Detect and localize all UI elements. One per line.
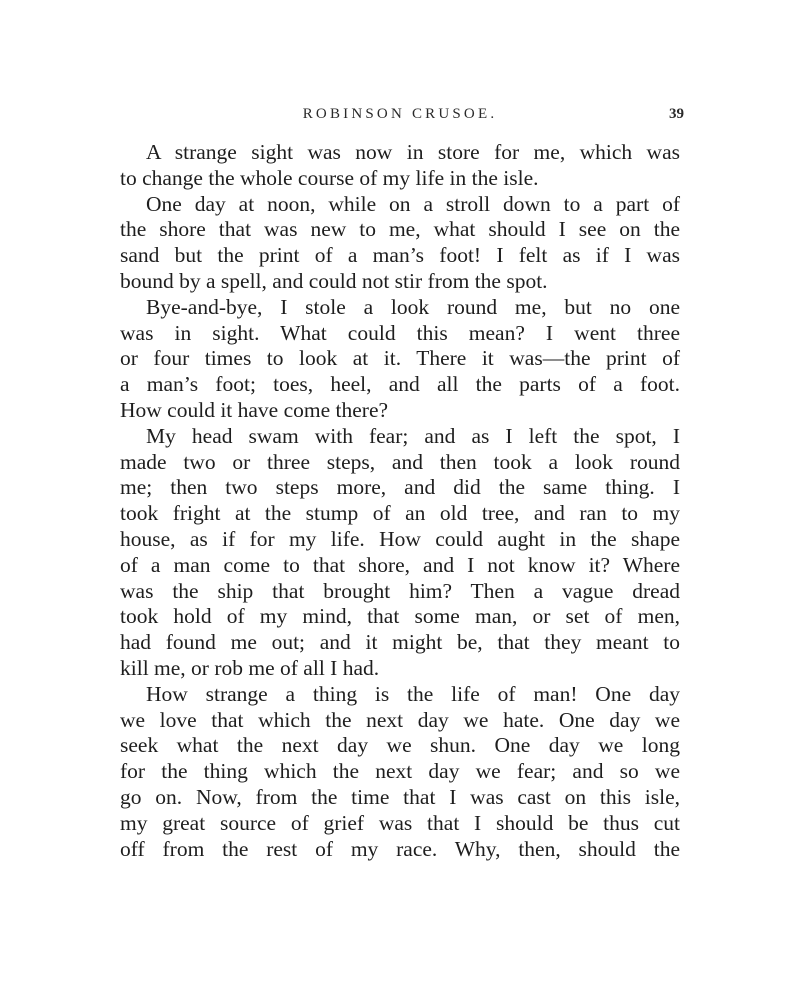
paragraph-3 xyxy=(120,295,680,424)
text-line: seek what the next day we shun. One day we long xyxy=(120,733,680,758)
text-line: sand but the print of a man’s foot! I felt as if I was xyxy=(120,243,680,268)
text-line: house, as if for my life. How could aught in the shape xyxy=(120,526,680,551)
running-head xyxy=(120,98,684,128)
text-line: off from the rest of my race. Why, then, should the xyxy=(120,836,680,861)
text-line: kill me, or rob me of all I had. xyxy=(120,655,380,680)
page-number: 39 xyxy=(669,106,684,122)
text-line: My head swam with fear; and as I left the spot, I xyxy=(146,423,680,448)
text-line: made two or three steps, and then took a look round xyxy=(120,449,680,474)
text-line: my great source of grief was that I should be thus cut xyxy=(120,810,680,835)
text-line: was in sight. What could this mean? I went three xyxy=(120,320,680,345)
text-line: had found me out; and it might be, that they meant to xyxy=(120,630,680,655)
paragraph-2 xyxy=(120,192,680,295)
text-line: took hold of my mind, that some man, or set of men, xyxy=(120,604,680,629)
text-line: bound by a spell, and could not stir from the spot. xyxy=(120,268,548,293)
text-line: was the ship that brought him? Then a vague dread xyxy=(120,578,680,603)
text-line: me; then two steps more, and did the same thing. I xyxy=(120,475,680,500)
running-title: ROBINSON CRUSOE. xyxy=(302,106,498,122)
paragraph-4 xyxy=(120,424,680,682)
text-line: Bye-and-bye, I stole a look round me, but no one xyxy=(146,294,680,319)
paragraph-5 xyxy=(120,682,680,863)
text-line: for the thing which the next day we fear; and so we xyxy=(120,759,680,784)
body-text xyxy=(120,140,680,862)
paragraph-1 xyxy=(120,140,680,192)
text-line: How strange a thing is the life of man! One day xyxy=(146,681,680,706)
text-line: a man’s foot; toes, heel, and all the parts of a foot. xyxy=(120,372,680,397)
text-line: How could it have come there? xyxy=(120,397,389,422)
book-page xyxy=(120,98,684,862)
text-line: to change the whole course of my life in the isle. xyxy=(120,165,539,190)
text-line: or four times to look at it. There it was—the print of xyxy=(120,346,680,371)
text-line: took fright at the stump of an old tree, and ran to my xyxy=(120,501,680,526)
text-line: One day at noon, while on a stroll down to a part of xyxy=(146,191,680,216)
text-line: A strange sight was now in store for me, which was xyxy=(146,140,680,164)
text-line: go on. Now, from the time that I was cast on this isle, xyxy=(120,784,680,809)
text-line: of a man come to that shore, and I not know it? Where xyxy=(120,552,680,577)
text-line: the shore that was new to me, what should I see on the xyxy=(120,217,680,242)
text-line: we love that which the next day we hate. One day we xyxy=(120,707,680,732)
